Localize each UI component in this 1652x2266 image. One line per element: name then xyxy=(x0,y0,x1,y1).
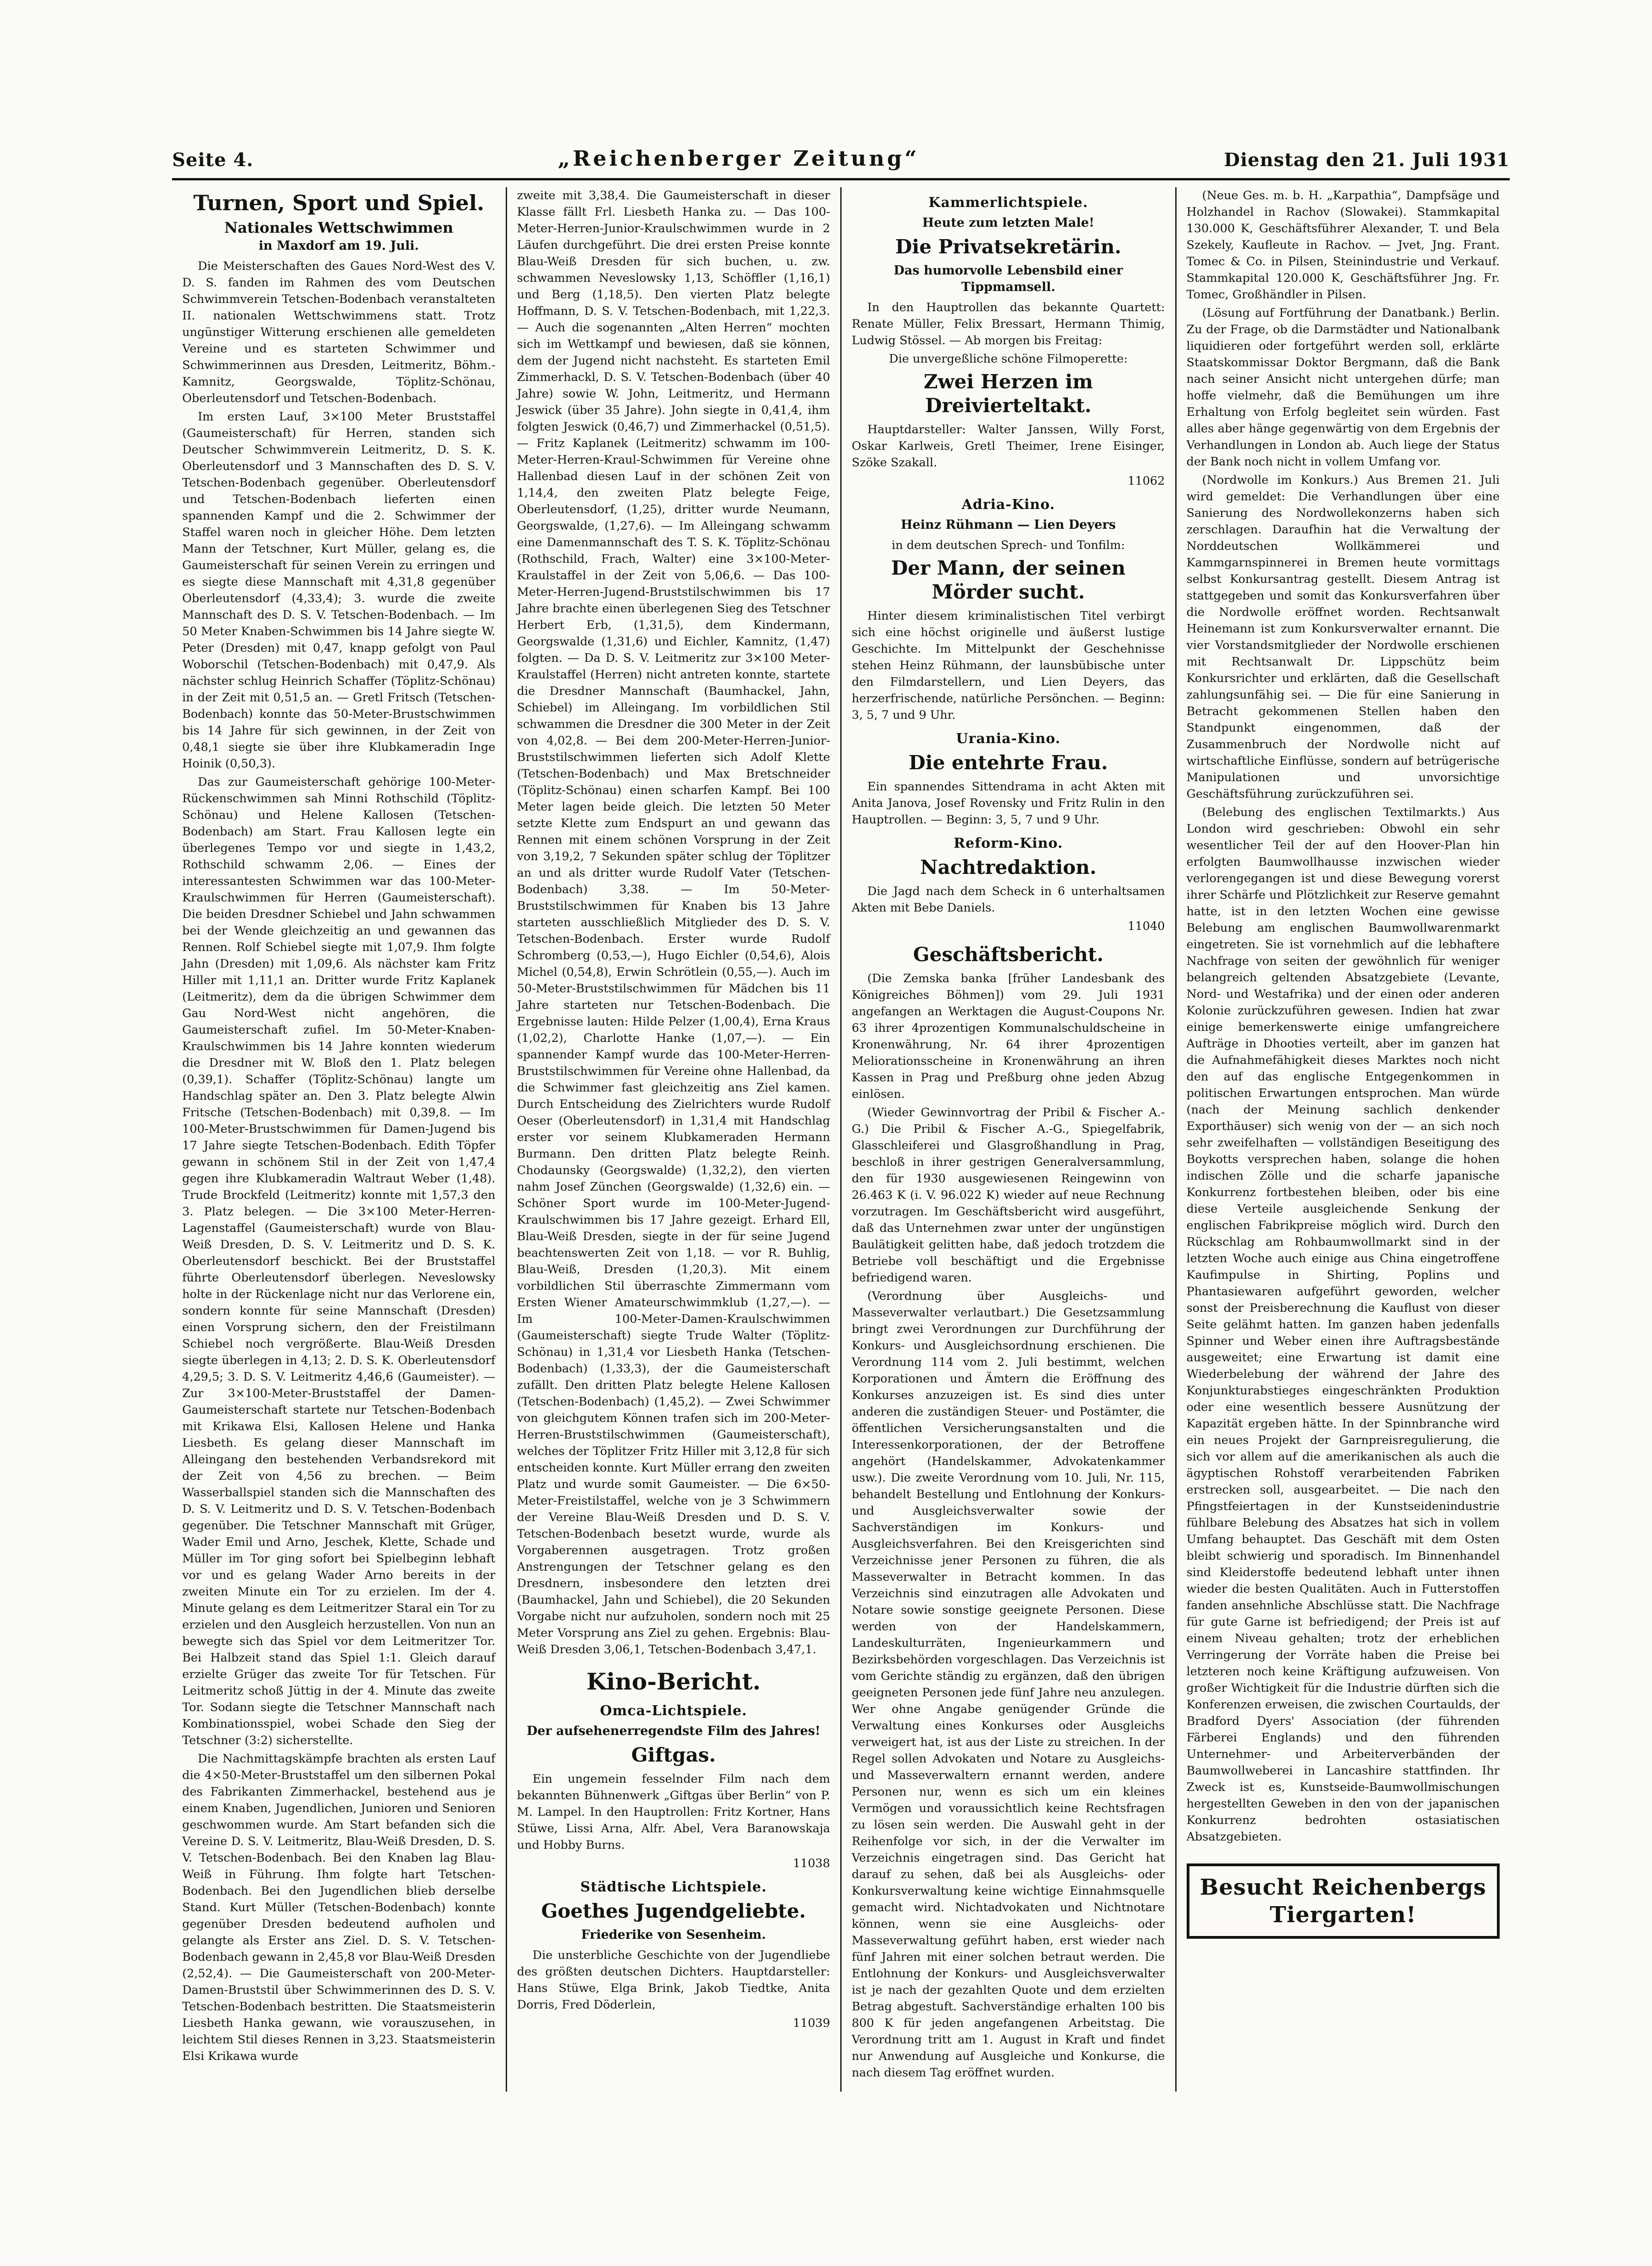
masthead-title: „Reichenberger Zeitung“ xyxy=(558,146,920,171)
column-2 xyxy=(506,187,841,2092)
columns xyxy=(172,187,1510,2092)
film-intro: in dem deutschen Sprech- und Tonfilm: xyxy=(892,538,1125,552)
ad-number: 11040 xyxy=(1127,919,1165,933)
film-description: Die unsterbliche Geschichte von der Jugendliebe des größten deutschen Dichters. Hauptdarsteller: Hans Stüwe, Elga Brink, Jakob Tiedtke, Anita Dorris, Fred Döderlein, xyxy=(517,1948,830,2012)
ad-number: 11039 xyxy=(793,2016,830,2030)
film-title: Zwei Herzen im Dreivierteltakt. xyxy=(923,370,1093,417)
kino-report-heading: Kino-Bericht. xyxy=(586,1668,761,1695)
article-paragraph: zweite mit 3,38,4. Die Gaumeisterschaft in dieser Klasse fällt Frl. Liesbeth Hanka zu. — Das 100-Meter-Herren-Junior-Kraulschwimmen wurde in 2 Läufen durchgeführt. Die drei ersten Preise konnte Blau-Weiß Dresden für sich buchen, u. zw. schwammen Neveslowsky 1,13, Schöffler (1,16,1) und Berg (1,18,5). Den vierten Platz belegte Hoffmann, D. S. V. Tetschen-Bodenbach, mit 1,22,3. — Auch die sogenannten „Alten Herren“ mochten sich im Wettkampf und bewiesen, daß sie können, dem der Jugend nicht nachsteht. Es starteten Emil Zimmerhackl, D. S. V. Tetschen-Bodenbach (über 40 Jahre) sowie W. John, Leitmeritz, und Hermann Jeswick (über 35 Jahre). John siegte in 0,41,4, ihm folgten Jeswick (0,46,7) und Zimmerhackel (0,51,5). — Fritz Kaplanek (Leitmeritz) schwamm im 100-Meter-Herren-Kraul-Schwimmen für Vereine ohne Hallenbad diesen Lauf in der schönen Zeit von 1,14,4, den zweiten Platz belegte Feige, Oberleutensdorf, (1,25), dritter wurde Neumann, Georgswalde, (1,27,6). — Im Alleingang schwamm eine Damenmannschaft des T. S. K. Töplitz-Schönau (Rothschild, Frach, Walter) eine 3×100-Meter-Kraulstaffel in der Zeit von 5,06,6. — Das 100-Meter-Herren-Jugend-Bruststilschwimmen bis 17 Jahre brachte einen überlegenen Sieg des Tetschner Herbert Erb, (1,31,5), dem Kindermann, Georgswalde (1,31,6) und Eichler, Kamnitz, (1,47) folgten. — Da D. S. V. Leitmeritz zur 3×100 Meter-Kraulstaffel (Herren) nicht antreten konnte, startete die Dresdner Mannschaft (Baumhackel, Jahn, Schiebel) im Alleingang. Im vorbildlichen Stil schwammen die Dresdner die 300 Meter in der Zeit von 4,02,8. — Bei dem 200-Meter-Herren-Junior-Bruststilschwimmen lieferten sich Adolf Klette (Tetschen-Bodenbach) und Max Bretschneider (Töplitz-Schönau) einen scharfen Kampf. Bei 100 Meter lagen beide gleich. Die letzten 50 Meter setzte Klette zum Endspurt an und gewann das Rennen mit einem schönen Vorsprung in der Zeit von 3,19,2, 7 Sekunden später schlug der Töplitzer an und als dritter wurde Rudolf Vater (Tetschen-Bodenbach) 3,38. — Im 50-Meter-Bruststilschwimmen für Knaben bis 13 Jahre starteten ausschließlich Mitglieder des D. S. V. Tetschen-Bodenbach. Erster wurde Rudolf Schromberg (0,53,—), Hugo Eichler (0,54,6), Alois Michel (0,54,8), Erwin Schrötlein (0,55,—). Auch im 50-Meter-Bruststilschwimmen für Mädchen bis 11 Jahre starteten nur Tetschen-Bodenbach. Die Ergebnisse lauten: Hilde Pelzer (1,00,4), Erna Kraus (1,02,2), Charlotte Hanke (1,07,—). — Ein spannender Kampf wurde das 100-Meter-Herren-Bruststilschwimmen für Vereine ohne Hallenbad, da die Schwimmer fast gleichzeitig ans Ziel kamen. Durch Entscheidung des Zielrichters wurde Rudolf Oeser (Oberleutensdorf) in 1,31,4 mit Handschlag erster vor seinem Klubkameraden Hermann Burmann. Den dritten Platz belegte Reinh. Chodaunsky (Georgswalde) (1,32,2), den vierten nahm Josef Zünchen (Georgswalde) (1,32,6) ein. — Schöner Sport wurde im 100-Meter-Jugend-Kraulschwimmen bis 17 Jahre gezeigt. Erhard Ell, Blau-Weiß Dresden, siegte in der für seine Jugend beachtenswerten Zeit von 1,18. — vor R. Buhlig, Blau-Weiß, Dresden (1,20,3). Mit einem vorbildlichen Stil überraschte Zimmermann vom Ersten Wiener Amateurschwimmklub (1,27,—). — Im 100-Meter-Damen-Kraulschwimmen (Gaumeisterschaft) siegte Trude Walter (Töplitz-Schönau) in 1,31,4 vor Liesbeth Hanka (Tetschen-Bodenbach) (1,33,3), der die Gaumeisterschaft zufällt. Den dritten Platz belegte Helene Kallosen (Tetschen-Bodenbach) (1,45,2). — Zwei Schwimmer von gleichgutem Können trafen sich im 200-Meter-Herren-Bruststilschwimmen (Gaumeisterschaft), welches der Töplitzer Fritz Hiller mit 3,12,8 für sich entscheiden konnte. Kurt Müller errang den zweiten Platz und wurde somit Gaumeister. — Die 6×50-Meter-Freistilstaffel, welche von je 3 Schwimmern der Vereine Blau-Weiß Dresden und D. S. V. Tetschen-Bodenbach besetzt wurde, wurde als Vorgaberennen ausgetragen. Trotz großen Anstrengungen der Tetschner gelang es den Dresdnern, insbesondere den letzten drei (Baumhackel, Jahn und Schiebel), die 20 Sekunden Vorgabe nicht nur aufzuholen, sondern noch mit 25 Meter Vorsprung ans Ziel zu gehen. Ergebnis: Blau-Weiß Dresden 3,06,1, Tetschen-Bodenbach 3,47,1. xyxy=(517,189,830,1656)
cinema-name: Kammerlichtspiele. xyxy=(928,195,1088,211)
film-description: In den Hauptrollen das bekannte Quartett: Renate Müller, Felix Bressart, Hermann Thimig, Ludwig Stössel. — Ab morgen bis Freitag: xyxy=(852,301,1165,347)
film-description: Hinter diesem kriminalistischen Titel verbirgt sich eine höchst originelle und äußerst lustige Geschichte. Im Mittelpunkt der Geschehnisse stehen Heinz Rühmann, der launsbübische unter den Filmdarstellern, und Lien Deyers, das herzerfrischende, natürliche Persönchen. — Beginn: 3, 5, 7 und 9 Uhr. xyxy=(852,609,1165,722)
film-description: Ein ungemein fesselnder Film nach dem bekannten Bühnenwerk „Giftgas über Berlin“ von P. M. Lampel. In den Hauptrollen: Fritz Kortner, Hans Stüwe, Lissi Arna, Alfr. Abel, Vera Baranowskaja und Hobby Burns. xyxy=(517,1772,830,1852)
film-tagline: Das humorvolle Lebensbild einer Tippmamsell. xyxy=(893,263,1123,294)
business-paragraph: (Nordwolle im Konkurs.) Aus Bremen 21. Juli wird gemeldet: Die Verhandlungen über eine Sanierung des Nordwollekonzerns haben sich zerschlagen. Daraufhin hat die Verwaltung der Norddeutschen Wollkämmerei und Kammgarnspinnerei in Bremen heute vormittags selbst Konkursantrag gestellt. Diesem Antrag ist stattgegeben und somit das Konkursverfahren über die Nordwolle eröffnet worden. Rechtsanwalt Heinemann ist zum Konkursverwalter ernannt. Die vier Vorstandsmitglieder der Nordwolle erschienen mit Rechtsanwalt Dr. Lippschütz beim Konkursrichter und erklärten, daß die Gesellschaft zahlungsunfähig sei. — Die für eine Sanierung in Betracht gekommenen Stellen haben den Standpunkt eingenommen, daß der Zusammenbruch der Nordwolle nicht auf wirtschaftliche Einflüsse, sondern auf betrügerische Manipulationen und unvorsichtige Geschäftsführung zurückzuführen sei. xyxy=(1186,473,1500,801)
zoo-advertisement: Besucht Reichenbergs Tiergarten! xyxy=(1187,1863,1500,1939)
business-paragraph: (Verordnung über Ausgleichs- und Masseverwalter verlautbart.) Die Gesetzsammlung bringt zwei Verordnungen zur Durchführung der Konkurs- und Ausgleichsordnung erschienen. Die Verordnung 114 vom 2. Juli bestimmt, welchen Korporationen und Ämtern die Eröffnung des Konkurses anzuzeigen ist. Es sind dies unter anderen die zuständigen Steuer- und Postämter, die öffentlichen Versicherungsanstalten und die Interessenkorporationen, der der Betroffene angehört (Handelskammer, Advokatenkammer usw.). Die zweite Verordnung vom 10. Juli, Nr. 115, behandelt Bestellung und Entlohnung der Konkurs- und Ausgleichsverwalter sowie der Sachverständigen im Konkurs- und Ausgleichsverfahren. Bei den Kreisgerichten sind Verzeichnisse jener Personen zu führen, die als Masseverwalter in Betracht kommen. In das Verzeichnis sind einzutragen alle Advokaten und Notare sowie sonstige geeignete Personen. Diese werden von der Handelskammern, Landeskulturräten, Ingenieurkammern und Bezirksbehörden vorgeschlagen. Das Verzeichnis ist vom Gerichte ständig zu ergänzen, daß den übrigen geeigneten Personen jede fünf Jahre neu anzulegen. Wer ohne Angabe genügender Gründe die Verwaltung eines Konkurses oder Ausgleichs verweigert hat, ist aus der Liste zu streichen. In der Regel sollen Advokaten und Notare zu Ausgleichs- und Masseverwaltern ernannt werden, andere Personen nur, wenn es sich um ein kleines Vermögen und voraussichtlich keine Rechtsfragen zu lösen sein werden. Die Auswahl geht in der Reihenfolge vor sich, in der die Verwalter im Verzeichnis eingetragen sind. Das Gericht hat darauf zu sehen, daß bei als Ausgleichs- oder Konkursverwaltung keine wichtige Einnahmsquelle gemacht wird. Nichtadvokaten und Nichtnotare können, wenn sie eine Ausgleichs- oder Masseverwaltung geführt haben, erst wieder nach fünf Jahren mit einer solchen betraut werden. Die Entlohnung der Konkurs- und Ausgleichsverwalter ist je nach der gezahlten Quote und dem erzielten Betrag abgestuft. Sachverständige erhalten 100 bis 800 K für jeden angefangenen Arbeitstag. Die Verordnung tritt am 1. August in Kraft und findet nur Anwendung auf Ausgleiche und Konkurse, die nach diesem Tag eröffnet wurden. xyxy=(852,1289,1165,2080)
film-intro: Die unvergeßliche schöne Filmoperette: xyxy=(889,352,1128,366)
column-4 xyxy=(1175,187,1510,2092)
film-description: Ein spannendes Sittendrama in acht Akten mit Anita Janova, Josef Rovensky und Fritz Rulin in den Hauptrollen. — Beginn: 3, 5, 7 und 9 Uhr. xyxy=(852,780,1165,827)
article-paragraph: Das zur Gaumeisterschaft gehörige 100-Meter-Rückenschwimmen sah Minni Rothschild (Töplitz-Schönau) und Helene Kallosen (Tetschen-Bodenbach) am Start. Frau Kallosen legte ein überlegenes Tempo vor und siegte in 1,43,2, Rothschild schwamm 2,06. — Eines der interessantesten Schwimmen war das 100-Meter-Kraulschwimmen für Herren (Gaumeisterschaft). Die beiden Dresdner Schiebel und Jahn schwammen bei der Wende gleichzeitig an und gewannen das Rennen. Rolf Schiebel siegte mit 1,07,9. Ihm folgte Jahn (Dresden) mit 1,09,6. Als nächster kam Fritz Hiller mit 1,11,1 an. Dritter wurde Fritz Kaplanek (Leitmeritz), dem da die übrigen Schwimmer dem Gau Nord-West nicht angehören, die Gaumeisterschaft zufiel. Im 50-Meter-Knaben-Kraulschwimmen bis 14 Jahre konnten wiederum die Dresdner mit W. Bloß den 1. Platz belegen (0,39,1). Schaffer (Töplitz-Schönau) langte um Handschlag später an. Den 3. Platz belegte Alwin Fritsche (Tetschen-Bodenbach) mit 0,39,8. — Im 100-Meter-Brustschwimmen für Damen-Jugend bis 17 Jahre siegte Tetschen-Bodenbach. Edith Töpfer gewann in schönem Stil in der Zeit von 1,47,4 gegen ihre Klubkameradin Waltraut Weber (1,48). Trude Brockfeld (Leitmeritz) konnte mit 1,57,3 den 3. Platz belegen. — Die 3×100 Meter-Herren-Lagenstaffel (Gaumeisterschaft) wurde von Blau-Weiß Dresden, D. S. V. Leitmeritz und D. S. K. Oberleutensdorf beschickt. Bei der Bruststaffel führte Oberleutensdorf überlegen. Neveslowsky holte in der Rückenlage nicht nur das Verlorene ein, sondern konnte für seine Mannschaft (Dresden) einen Vorsprung sichern, den der Freistilmann Schiebel noch vergrößerte. Blau-Weiß Dresden siegte überlegen in 4,13; 2. D. S. K. Oberleutensdorf 4,29,5; 3. D. S. V. Leitmeritz 4,46,6 (Gaumeister). — Zur 3×100-Meter-Bruststaffel der Damen-Gaumeisterschaft startete nur Tetschen-Bodenbach mit Krikawa Elsi, Kallosen Helene und Hanka Liesbeth. Es gelang dieser Mannschaft im Alleingang den bestehenden Verbandsrekord mit der Zeit von 4,56 zu brechen. — Beim Wasserballspiel standen sich die Mannschaften des D. S. V. Leitmeritz und D. S. V. Tetschen-Bodenbach gegenüber. Die Tetschner Mannschaft mit Grüger, Wader Emil und Arno, Jeschek, Klette, Schade und Müller im Tor ging sofort bei Spielbeginn lebhaft vor und es gelang Wader Arno bereits in der zweiten Minute ein Tor zu erzielen. Im der 4. Minute gelang es dem Leitmeritzer Staral ein Tor zu erzielen und den Ausgleich herzustellen. Von nun an bewegte sich das Spiel vor dem Leitmeritzer Tor. Bei Halbzeit stand das Spiel 1:1. Gleich darauf erzielte Grüger das zweite Tor für Tetschen. Für Leitmeritz schoß Jüttig in der 4. Minute das zweite Tor. Sodann siegte die Tetschner Mannschaft nach Kombinationsspiel, wobei Schade den Sieg der Tetschner (3:2) sicherstellte. xyxy=(182,775,496,1747)
film-intro: Heute zum letzten Male! xyxy=(922,216,1094,230)
film-tagline: Der aufsehenerregendste Film des Jahres! xyxy=(526,1724,820,1738)
film-title: Nachtredaktion. xyxy=(920,856,1097,878)
business-paragraph: (Die Zemska banka [früher Landesbank des Königreiches Böhmen]) vom 29. Juli 1931 angefangen an Werktagen die August-Coupons Nr. 63 ihrer 4prozentigen Kommunalschuldscheine in Kronenwährung, Nr. 64 ihrer 4prozentigen Meliorationsscheine in Kronenwährung an ihren Kassen in Prag und Preßburg ohne jeden Abzug einlösen. xyxy=(852,972,1165,1101)
film-cast: Hauptdarsteller: Walter Janssen, Willy Forst, Oskar Karlweis, Gretl Theimer, Irene Eisinger, Szöke Szakall. xyxy=(852,423,1165,470)
film-description: Die Jagd nach dem Scheck in 6 unterhaltsamen Akten mit Bebe Daniels. xyxy=(852,884,1165,915)
running-head xyxy=(172,147,1510,171)
film-subtitle: Friederike von Sesenheim. xyxy=(581,1928,766,1942)
article-paragraph: Die Nachmittagskämpfe brachten als ersten Lauf die 4×50-Meter-Bruststaffel um den silbernen Pokal des Fabrikanten Zimmerhackel, bestehend aus je einem Knaben, Jugendlichen, Junioren und Senioren geschwommen wurde. Am Start befanden sich die Vereine D. S. V. Leitmeritz, Blau-Weiß Dresden, D. S. V. Tetschen-Bodenbach. Bei den Knaben lag Blau-Weiß in Führung. Ihm folgte hart Tetschen-Bodenbach. Bei den Jugendlichen blieb derselbe Stand. Kurt Müller (Tetschen-Bodenbach) konnte gegenüber Dresden bedeutend aufholen und gelangte als Erster ans Ziel. D. S. V. Tetschen-Bodenbach gewann in 2,45,8 vor Blau-Weiß Dresden (2,52,4). — Die Gaumeisterschaft von 200-Meter-Damen-Bruststil über Schwimmerinnen des D. S. V. Tetschen-Bodenbach bestritten. Die Staatsmeisterin Liesbeth Hanka gewann, wie vorauszusehen, in leichtem Stil dieses Rennen in 3,23. Staatsmeisterin Elsi Krikawa wurde xyxy=(182,1752,496,2063)
issue-date: Dienstag den 21. Juli 1931 xyxy=(1224,149,1510,171)
film-title: Giftgas. xyxy=(631,1744,716,1766)
sport-subheading: Nationales Wettschwimmen xyxy=(224,219,453,236)
business-report-heading: Geschäftsbericht. xyxy=(913,943,1104,966)
ad-number: 11062 xyxy=(1127,474,1165,488)
cinema-name: Adria-Kino. xyxy=(961,497,1055,513)
column-1 xyxy=(172,187,506,2092)
film-title: Der Mann, der seinen Mörder sucht. xyxy=(891,557,1126,603)
article-paragraph: Die Meisterschaften des Gaues Nord-West des V. D. S. fanden im Rahmen des vom Deutschen Schwimmverein Tetschen-Bodenbach veranstalteten II. nationalen Wettschwimmens statt. Trotz ungünstiger Witterung erschienen alle gemeldeten Vereine und es starteten Schwimmer und Schwimmerinnen aus Dresden, Leitmeritz, Böhm.-Kamnitz, Georgswalde, Töplitz-Schönau, Oberleutensdorf und Tetschen-Bodenbach. xyxy=(182,259,496,405)
business-paragraph: (Lösung auf Fortführung der Danatbank.) Berlin. Zu der Frage, ob die Darmstädter und Nationalbank liquidieren oder fortgeführt werden soll, erklärte Staatskommissar Doktor Bergmann, daß die Bank nach seiner Ansicht nicht untergehen dürfe; man hoffe vielmehr, daß die Bemühungen um ihre Erhaltung von Erfolg begleitet sein würden. Fast alles aber hänge gegenwärtig von dem Ergebnis der Verhandlungen in London ab. Auch liege der Status der Bank noch nicht in vollem Umfang vor. xyxy=(1186,306,1500,469)
page-number: Seite 4. xyxy=(172,149,254,171)
column-3 xyxy=(840,187,1175,2092)
sport-dateline: in Maxdorf am 19. Juli. xyxy=(258,239,419,253)
header-rule xyxy=(172,178,1510,180)
film-title: Goethes Jugendgeliebte. xyxy=(541,1900,806,1922)
business-paragraph: (Neue Ges. m. b. H. „Karpathia“, Dampfsäge und Holzhandel in Rachov (Slowakei). Stammkapital 130.000 K, Geschäftsführer Alexander, T. und Bela Szekely, Kaufleute in Rachov. — Jvet, Jng. Frant. Tomec & Co. in Pilsen, Steinindustrie und Verkauf. Stammkapital 120.000 K, Geschäftsführer Jng. Fr. Tomec, Großhändler in Pilsen. xyxy=(1186,189,1500,302)
cinema-name: Städtische Lichtspiele. xyxy=(580,1879,767,1895)
cinema-name: Omca-Lichtspiele. xyxy=(600,1703,748,1719)
film-title: Die entehrte Frau. xyxy=(909,751,1108,774)
cinema-name: Urania-Kino. xyxy=(956,731,1061,747)
sport-heading: Turnen, Sport und Spiel. xyxy=(193,190,485,215)
business-paragraph: (Wieder Gewinnvortrag der Pribil & Fischer A.-G.) Die Pribil & Fischer A.-G., Spiegelfabrik, Glasschleiferei und Glasgroßhandlung in Prag, beschloß in ihrer gestrigen Generalversammlung, den für 1930 ausgewiesenen Reingewinn von 26.463 K (i. V. 96.022 K) wieder auf neue Rechnung vorzutragen. Im Geschäftsbericht wird ausgeführt, daß das Unternehmen zwar unter der ungünstigen Baulätigkeit gelitten habe, daß jedoch trotzdem die Betriebe voll beschäftigt und die Ergebnisse befriedigend waren. xyxy=(852,1106,1165,1285)
film-stars: Heinz Rühmann — Lien Deyers xyxy=(901,518,1116,532)
ad-number: 11038 xyxy=(793,1857,830,1870)
cinema-name: Reform-Kino. xyxy=(954,835,1063,851)
article-paragraph: Im ersten Lauf, 3×100 Meter Bruststaffel (Gaumeisterschaft) für Herren, standen sich Deutscher Schwimmverein Leitmeritz, D. S. K. Oberleutensdorf und 3 Mannschaften des D. S. V. Tetschen-Bodenbach gegenüber. Oberleutensdorf und Tetschen-Bodenbach lieferten einen spannenden Kampf und die 2. Schwimmer der Staffel waren noch in gleicher Höhe. Dem letzten Mann der Tetschner, Kurt Müller, gelang es, die Gaumeisterschaft für seinen Verein zu erringen und es siegte diese Mannschaft mit 4,31,8 gegenüber Oberleutensdorf (4,33,4); 3. wurde die zweite Mannschaft des D. S. V. Tetschen-Bodenbach. — Im 50 Meter Knaben-Schwimmen bis 14 Jahre siegte W. Peter (Dresden) mit 0,47, knapp gefolgt von Paul Woborschil (Tetschen-Bodenbach) mit 0,47,9. Als nächster schlug Heinrich Schaffer (Töplitz-Schönau) in der Zeit mit 0,51,5 an. — Gretl Fritsch (Tetschen-Bodenbach) konnte das 50-Meter-Brustschwimmen bis 14 Jahre für sich gewinnen, in der Zeit von 0,48,1 siegte sie über ihre Klubkameradin Inge Hoinik (0,50,3). xyxy=(182,410,496,771)
business-paragraph: (Belebung des englischen Textilmarkts.) Aus London wird geschrieben: Obwohl ein sehr wesentlicher Teil der auf den Hoover-Plan hin erfolgten Baumwollhausse inzwischen wieder verlorengegangen ist und diese Bewegung vorerst ihrer Schärfe und Plötzlichkeit zur Reserve gemahnt hatte, ist in den letzten Wochen eine gewisse Belebung am englischen Baumwollwarenmarkt eingetreten. Sie ist vornehmlich auf die lebhaftere Nachfrage von seiten der gewöhnlich für weniger belangreich geltenden Absatzgebiete (Levante, Nord- und Westafrika) und der einen oder anderen Kolonie zurückzuführen gewesen. Indien hat zwar einige bemerkenswerte einige umfangreichere Aufträge in Dhooties verteilt, aber im ganzen hat die Aufnahmefähigkeit dieses Marktes noch nicht den auf das englische Entgegenkommen in politischen Erwartungen entsprochen. Man würde (nach der Meinung sachlich denkender Exporthäuser) sich wenig von der — an sich noch sehr zweifelhaften — vollständigen Beseitigung des Boykotts versprechen haben, solange die hohen indischen Zölle und die scharfe japanische Konkurrenz fortbestehen bleiben, oder bis eine diese Verteile ausgleichende Senkung der englischen Fabrikpreise möglich wird. Durch den Rückschlag am Rohbaumwollmarkt sind in der letzten Woche auch einige aus China eingetroffene Kaufimpulse in Shirting, Poplins und Phantasiewaren aufgeführt geworden, welcher sonst der Preisberechnung die Kauflust von dieser Seite gelähmt hatten. Im ganzen haben jedenfalls Spinner und Weber einen ihre Auftragsbestände ausgeweitet; eine Erwartung ist damit eine Wiederbelebung der während der Jahre des Konjunkturabstieges eingeschränkten Produktion oder eine wesentlich bessere Ausnützung der Kapazität ergeben hätte. In der Spinnbranche wird ein neues Projekt der Garnpreisregulierung, die sich vor allem auf die amerikanischen als auch die ägyptischen Rohstoff verarbeitenden Fabriken erstrecken soll, ausgearbeitet. — Die nach den Pfingstfeiertagen in der Kunstseidenindustrie fühlbare Belebung des Absatzes hat sich in vollem Umfang behauptet. Das Geschäft mit dem Osten bleibt schwierig und sporadisch. Im Binnenhandel sind Kleiderstoffe bedeutend lebhaft unter ihnen wieder die besten Qualitäten. Auch in Futterstoffen fanden ansehnliche Abschlüsse statt. Die Nachfrage für gute Garne ist befriedigend; der Preis ist auf einem Niveau gehalten; trotz der erheblichen Verringerung der Vorräte haben die Preise bei letzteren noch keine Kräftigung aufzuweisen. Von großer Wichtigkeit für die Industrie dürften sich die Konferenzen erweisen, die zwischen Courtaulds, der Bradford Dyers' Association (der führenden Färberei Englands) und den führenden Unternehmer- und Arbeiterverbänden der Baumwollweberei in Lancashire stattfinden. Ihr Zweck ist es, Kunstseide-Baumwollmischungen hergestellten Geweben in den von der japanischen Konkurrenz bedrohten ostasiatischen Absatzgebieten. xyxy=(1186,806,1500,1844)
film-title: Die Privatsekretärin. xyxy=(895,235,1122,258)
